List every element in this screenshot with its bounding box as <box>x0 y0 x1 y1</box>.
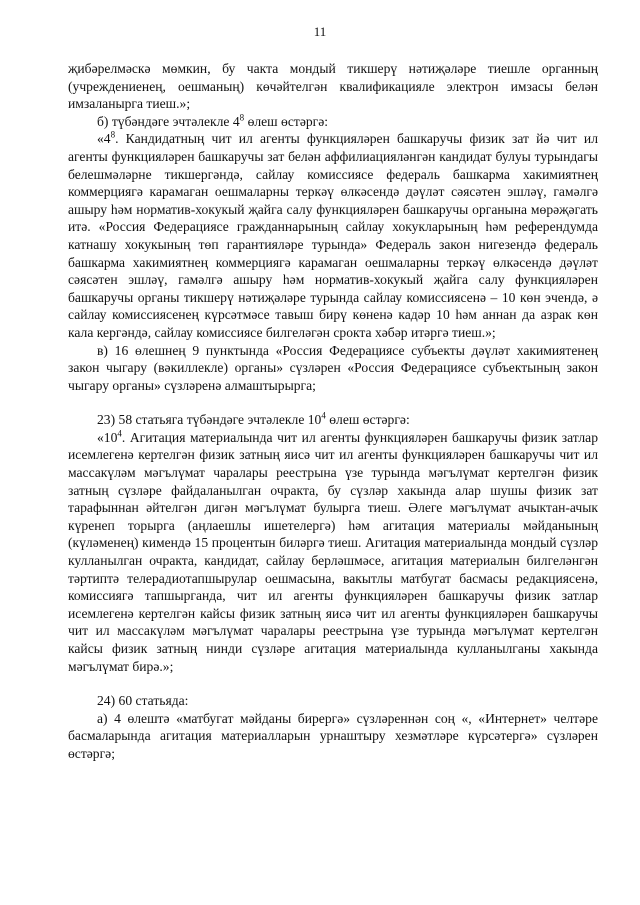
paragraph-item-v: в) 16 өлешнең 9 пунктында «Россия Федерациясе субъекты дәүләт хакимиятенең закон чыгару (вәкиллекле) органы» сүзләрен «Россия Федерациясе субъектының закон чыгару органы» сүзләренә алмаштырырга; <box>68 342 598 393</box>
paragraph-item-23: 23) 58 статьяга түбәндәге эчтәлекле $10^4$ өлеш өстәргә: <box>97 410 410 428</box>
page-number: 11 <box>313 24 327 39</box>
paragraph-part-4-8: «$4^8$. Кандидатның чит ил агенты функцияләрен башкаручы физик зат йә чит ил агенты функцияләрен башкаручы зат белән аффилиацияләнгән кандидат булуы турындагы белешмәләрне тикшергәндә, сайлау комиссиясе федераль башкарма хакимиятнең коммерциягә карамаган оешмаларны теркәү өлкәсендә дәүләт сәясәтен эшләү, гамәлгә ашыру һәм норматив-хокукый җайга салу функцияләрен башкаручы органына мөрәҗәгать итә. «Россия Федерациясе гражданнарының сайлау хокукларының һәм референдумда катнашу хокукының төп гарантияләре турында» Федераль закон нигезендә федераль башкарма хакимиятнең коммерциягә карамаган оешмаларны теркәү өлкәсендә дәүләт сәясәтен эшләү, гамәлгә ашыру һәм норматив-хокукый җайга салу функцияләрен башкаручы органы тикшерү нәтиҗәләре турында сайлау комиссиясенә – 10 көн эчендә, ә сайлау комиссиясенең күрсәтмәсе тавыш бирү көненә кадәр 10 һәм аннан да азрак көн кала кергәндә, сайлау комиссиясе билгеләгән срокта хәбәр итәргә тиеш.»; <box>68 129 598 340</box>
paragraph-item-b: б) түбәндәге эчтәлекле $4^8$ өлеш өстәргә: <box>97 112 329 129</box>
paragraph-item-24: 24) 60 статьяда: <box>97 693 189 709</box>
body-text <box>68 60 598 763</box>
paragraph-part-10-4: «$10^4$. Агитация материалында чит ил агенты функцияләрен башкаручы физик затлар исемлегенә кертелгән физик затның яисә чит ил агенты функцияләрен башкаручы чит ил массакүләм мәгълүмат чаралары реестрына үзе турында мәгълүмат кертелгән физик затның сүзләре файдаланылган очракта, бу сүзләр хакында алар шушы физик зат тарафыннан әйтелгән дигән мәгълүмат булырга тиеш. Әлеге мәгълүмат ачыктан-ачык күренеп торырга (аңлаешлы ишетелергә) һәм агитация материалы мәйданының (күләменең) кимендә 15 процентын биләргә тиеш. Агитация материалында мондый сүзләр кулланылган очракта, кандидат, сайлау берләшмәсе, агитация материалын билгеләнгән тәртиптә телерадиотапшырулар оешмасына, вакытлы матбугат басмасы редакциясенә, комиссиягә тапшырганда, чит ил агенты функцияләрен башкаручы физик затлар исемлегенә кертелгән кайсы физик затның яисә чит ил агенты функцияләрен башкаручы чит ил массакүләм мәгълүмат чаралары реестрына үзе турында мәгълүмат кертелгән кайсы физик затның нинди сүзләре агитация материалында кулланылганы хакында мәгълүмат бирә.»; <box>68 428 598 674</box>
paragraph-item-a: а) 4 өлештә «матбугат мәйданы бирергә» сүзләреннән соң «, «Интернет» челтәре басмаларында агитация материалларын урнаштыру хезмәтләре күрсәтергә» сүзләрен өстәргә; <box>68 710 598 761</box>
paragraph-continuation: җибәрелмәскә мөмкин, бу чакта мондый тикшерү нәтиҗәләре тиешле органның (учреждениенең, оешманың) көчәйтелгән квалификацияле электрон имзасы белән имзаланырга тиеш.»; <box>68 61 598 112</box>
